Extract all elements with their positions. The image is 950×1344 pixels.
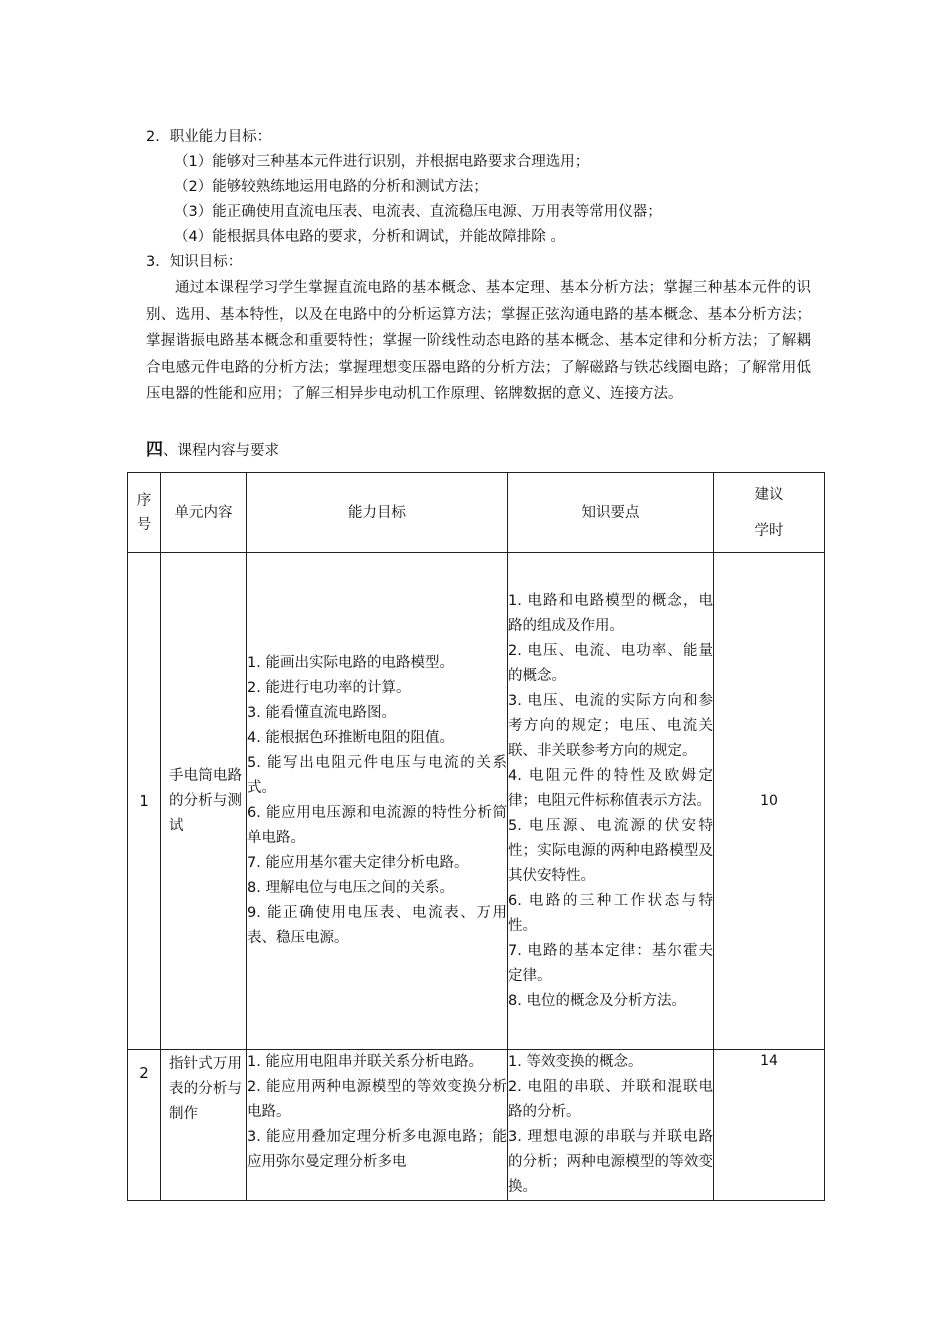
row1-ability: 1. 能画出实际电路的电路模型。 2. 能进行电功率的计算。 3. 能看懂直流电路图。 4. 能根据色环推断电阻的阻值。 5. 能写出电阻元件电压与电流的关系式。 6. 能应用电压源和电流源的特性分析简单电路。 7. 能应用基尔霍夫定律分析电路。 8. 理解电位与电压之间的关系。 9. 能正确使用电压表、电流表、万用表、稳压电源。 <box>247 553 508 1050</box>
section4-heading <box>146 437 279 464</box>
course-table <box>127 472 825 1201</box>
table-row <box>128 1050 825 1201</box>
section4-prefix: 四 <box>146 440 163 460</box>
row2-seq: 2 <box>128 1050 161 1201</box>
section3-body: 通过本课程学习学生掌握直流电路的基本概念、基本定理、基本分析方法；掌握三种基本元件的识别、选用、基本特性，以及在电路中的分析运算方法；掌握正弦沟通电路的基本概念、基本分析方法；掌握谐振电路基本概念和重要特性；掌握一阶线性动态电路的基本概念、基本定律和分析方法；了解耦合电感元件电路的分析方法；掌握理想变压器电路的分析方法；了解磁路与铁芯线圈电路；了解常用低压电器的性能和应用；了解三相异步电动机工作原理、铭牌数据的意义、连接方法。 <box>146 280 811 402</box>
section2-title: 2．职业能力目标： <box>146 129 272 145</box>
table-header-row <box>128 473 825 553</box>
header-unit: 单元内容 <box>161 473 247 553</box>
section4-title: 、课程内容与要求 <box>163 443 279 459</box>
section3-title: 3．知识目标： <box>146 254 243 270</box>
table-row <box>128 553 825 1050</box>
row1-unit: 手电筒电路的分析与测试 <box>161 553 247 1050</box>
row1-hours: 10 <box>714 553 825 1050</box>
row1-seq: 1 <box>128 553 161 1050</box>
header-hours: 建议 学时 <box>714 473 825 553</box>
section2-item-2: （2）能够较熟练地运用电路的分析和测试方法； <box>174 179 488 195</box>
header-knowledge: 知识要点 <box>508 473 714 553</box>
header-ability: 能力目标 <box>247 473 508 553</box>
section2-item-3: （3）能正确使用直流电压表、电流表、直流稳压电源、万用表等常用仪器； <box>174 204 662 220</box>
header-seq: 序 号 <box>128 473 161 553</box>
section2-item-1: （1）能够对三种基本元件进行识别，并根据电路要求合理选用； <box>174 154 590 170</box>
row2-unit: 指针式万用表的分析与制作 <box>161 1050 247 1201</box>
row1-knowledge: 1. 电路和电路模型的概念，电路的组成及作用。 2. 电压、电流、电功率、能量的概念。 3. 电压、电流的实际方向和参考方向的规定；电压、电流关联、非关联参考方向的规定。 4. 电阻元件的特性及欧姆定律；电阻元件标称值表示方法。 5. 电压源、电流源的伏安特性；实际电源的两种电路模型及其伏安特性。 6. 电路的三种工作状态与特性。 7. 电路的基本定律：基尔霍夫定律。 8. 电位的概念及分析方法。 <box>508 553 714 1050</box>
row2-knowledge: 1. 等效变换的概念。 2. 电阻的串联、并联和混联电路的分析。 3. 理想电源的串联与并联电路的分析；两种电源模型的等效变换。 <box>508 1050 714 1201</box>
row2-ability: 1. 能应用电阻串并联关系分析电路。 2. 能应用两种电源模型的等效变换分析电路。 3. 能应用叠加定理分析多电源电路；能应用弥尔曼定理分析多电 <box>247 1050 508 1201</box>
section2-item-4: （4）能根据具体电路的要求，分析和调试，并能故障排除 。 <box>174 229 565 245</box>
row2-hours: 14 <box>714 1050 825 1201</box>
